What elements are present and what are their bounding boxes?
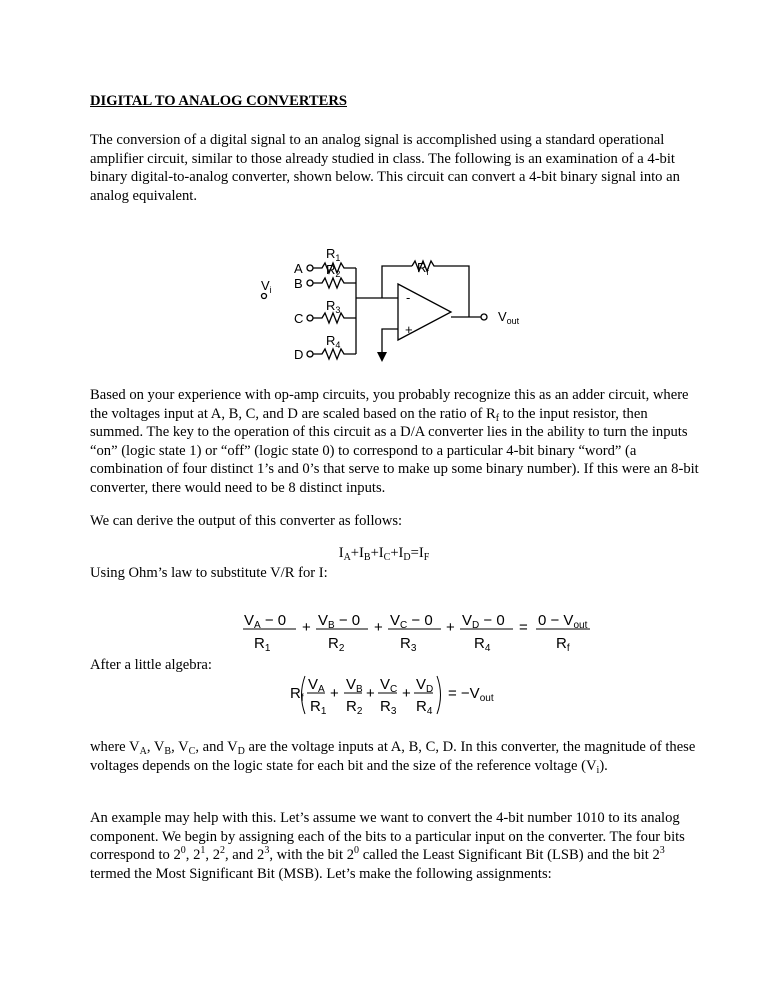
r2-label: $R_2$ <box>326 262 341 279</box>
vi-label: $V_i$ <box>261 278 272 295</box>
input-d-label: D <box>294 347 304 362</box>
svg-text:VA: $V_A$ <box>308 676 325 695</box>
vout-label: $V_{out}$ <box>498 309 520 326</box>
svg-text:= −Vout: = $-V_{out}$ <box>448 685 494 704</box>
svg-text:R1: $R_1$ <box>254 635 271 654</box>
current-sum-equation: $I_A+I_B+I_C+I_D=I_F$ <box>338 545 430 563</box>
after-algebra-label: After a little algebra: <box>90 657 212 673</box>
svg-text:R2: $R_2$ <box>328 635 345 654</box>
input-b-label: B <box>294 276 303 291</box>
svg-text:VC: $V_C$ <box>380 676 398 695</box>
voltage-inputs-paragraph: where $V_A$, $V_B$, $V_C$, and $V_D$ are the voltage inputs at A, B, C, D. In this converter, the magnitude of these voltages depends on the logic state for each bit and the size of the reference voltage $(V_i)$. <box>90 739 696 776</box>
svg-text:R1: $R_1$ <box>310 698 327 717</box>
svg-text:+: + <box>330 685 339 702</box>
svg-text:R4: $R_4$ <box>474 635 491 654</box>
svg-text:R2: $R_2$ <box>346 698 363 717</box>
svg-text:0 − Vout: $0 - V_{out}$ <box>538 612 588 631</box>
svg-text:VC − 0: $V_C - 0$ <box>390 612 433 631</box>
svg-text:+: + <box>446 619 455 636</box>
svg-text:+: + <box>302 619 311 636</box>
input-c-label: C <box>294 311 304 326</box>
ohms-law-paragraph: Using Ohm’s law to substitute V/R for I: <box>90 565 328 581</box>
plus-label: + <box>405 322 413 337</box>
svg-text:R4: $R_4$ <box>416 698 433 717</box>
r4-label: $R_4$ <box>326 333 341 350</box>
minus-label: - <box>406 290 411 305</box>
svg-text:R3: $R_3$ <box>380 698 397 717</box>
rf-label: $R_f$ <box>417 260 429 277</box>
svg-text:+: + <box>366 685 375 702</box>
page-title: DIGITAL TO ANALOG CONVERTERS <box>90 93 347 109</box>
adder-paragraph: Based on your experience with op-amp circuits, you probably recognize this as an adder circuit, where the voltages input at A, B, C, and D are scaled based on the ratio of $R_f$ to the input resistor, then summed. The key to the operation of this circuit as a D/A converter lies in the ability to turn the inputs “on” (logic state 1) or “off” (logic state 0) to correspond to a particular 4-bit binary “word” (a combination of four distinct 1’s and 0’s that serve to make up some binary number). If this were an 8-bit converter, there would need to be 8 distinct inputs. <box>90 387 699 496</box>
svg-text:VA − 0: $V_A - 0$ <box>244 612 287 631</box>
example-paragraph: An example may help with this. Let’s assume we want to convert the 4-bit number 1010 to its analog component. We begin by assigning each of the bits to a particular input on the converter. The four bits correspond to $2^0$, $2^1$, $2^2$, and $2^3$, with the bit $2^0$ called the Least Significant Bit (LSB) and the bit $2^3$ termed the Most Significant Bit (MSB). Let’s make the following assignments: <box>90 810 685 882</box>
r3-label: $R_3$ <box>326 298 341 315</box>
svg-text:Rf: $R_f$ <box>556 635 570 654</box>
svg-text:R3: $R_3$ <box>400 635 417 654</box>
svg-text:=: = <box>519 619 528 636</box>
svg-text:VD: $V_D$ <box>416 676 434 695</box>
svg-text:VD − 0: $V_D - 0$ <box>462 612 505 631</box>
svg-text:VB − 0: $V_B - 0$ <box>318 612 361 631</box>
derive-paragraph: We can derive the output of this converter as follows: <box>90 513 403 529</box>
input-a-label: A <box>294 261 303 276</box>
r1-label: $R_1$ <box>326 246 341 263</box>
intro-paragraph: The conversion of a digital signal to an analog signal is accomplished using a standard operational amplifier circuit, similar to those already studied in class. The following is an examination of a 4-bit binary digital-to-analog converter, shown below. This circuit can convert a 4-bit binary signal into an analog equivalent. <box>90 132 680 204</box>
svg-text:+: + <box>402 685 411 702</box>
svg-text:VB: $V_B$ <box>346 676 363 695</box>
svg-text:+: + <box>374 619 383 636</box>
svg-text:Rf: $R_f$ <box>290 685 304 704</box>
